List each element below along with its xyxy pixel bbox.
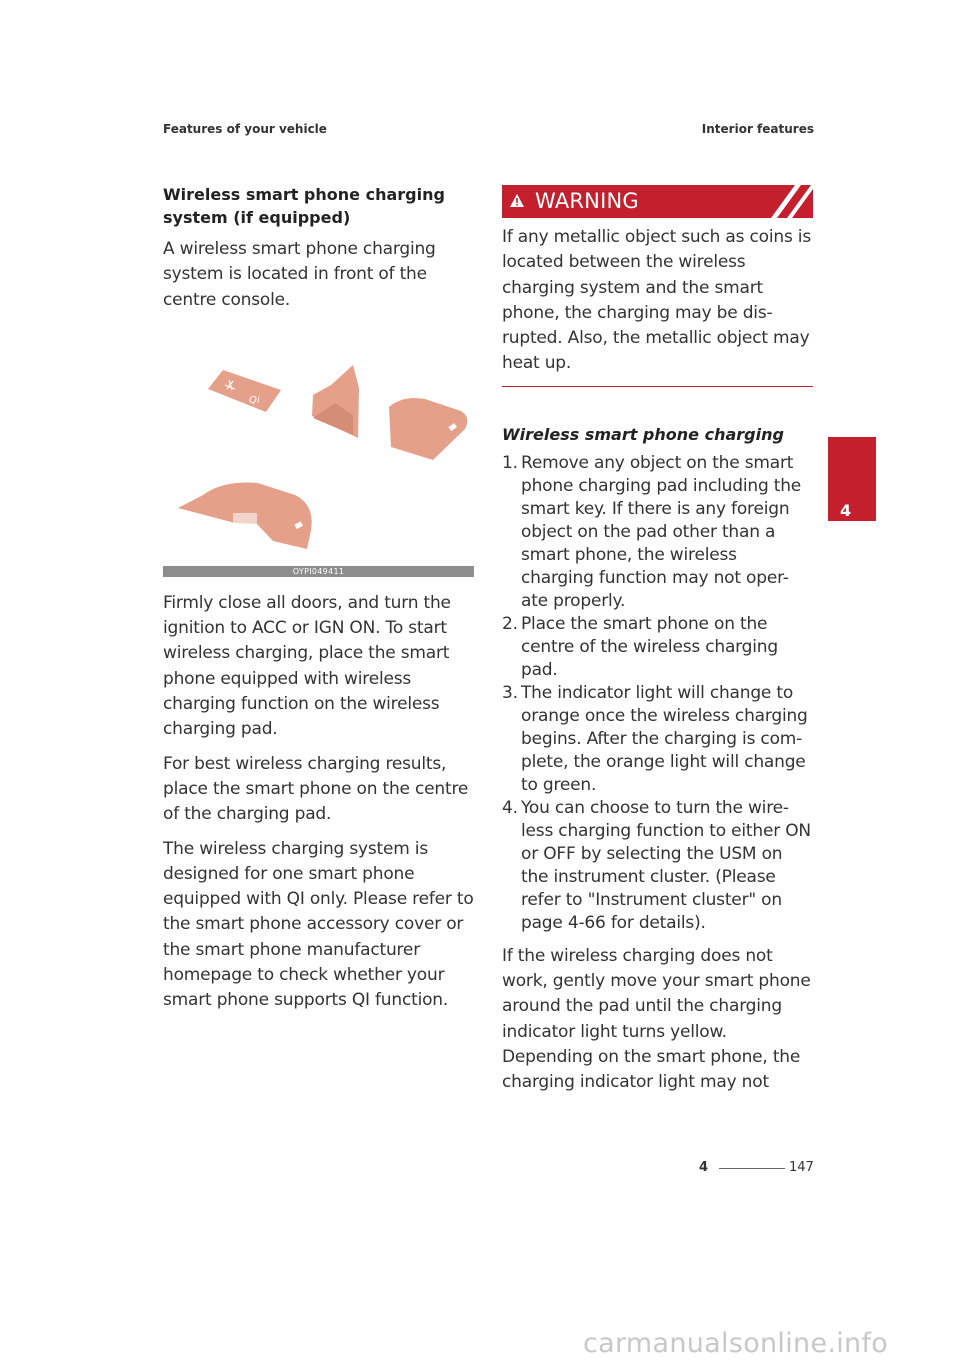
chapter-tab-number: 4 <box>840 501 852 520</box>
running-header-section: Features of your vehicle <box>163 122 327 136</box>
running-header-topic: Interior features <box>701 122 814 136</box>
intro-paragraph: A wireless smart phone charging system is located in front of the centre console. <box>163 239 436 310</box>
procedure-steps <box>502 452 814 935</box>
body-paragraph: The wireless charging system is designed for one smart phone equipped with QI only. Please refer to the smart phone accessory cover or the smart phone manufacturer homepage to check whether your smart phone supports QI function. <box>163 838 474 1011</box>
body-paragraph: Firmly close all doors, and turn the ignition to ACC or IGN ON. To start wireless charging, place the smart phone equipped with wireless charging function on the wireless charging pad. <box>163 592 451 740</box>
warning-stripes-icon <box>763 185 813 218</box>
warning-banner <box>502 185 813 218</box>
chapter-tab <box>828 437 876 521</box>
closing-paragraph: If the wireless charging does not work, gently move your smart phone around the pad until the charging indicator light turns yellow. Depending on the smart phone, the charging indicator light may not <box>502 945 811 1093</box>
list-item: 2. Place the smart phone on the centre of the wireless charging pad. <box>502 613 778 680</box>
charging-pad-illustration <box>163 325 474 577</box>
list-item: 1. Remove any object on the smart phone charging pad including the smart key. If there is any foreign object on the pad other than a smart phone, the wireless charging function may not oper-ate properly. <box>502 452 802 611</box>
list-item: 3. The indicator light will change to orange once the wireless charging begins. After the charging is com-plete, the orange light will change to green. <box>502 682 808 795</box>
footer-chapter-number: 4 <box>699 1160 709 1175</box>
figure-code: OYPI049411 <box>292 566 345 576</box>
procedure-heading: Wireless smart phone charging <box>502 424 784 444</box>
body-paragraph: For best wireless charging results, place the smart phone on the centre of the charging pad. <box>163 753 469 825</box>
console-line-drawing <box>163 325 474 577</box>
watermark: carmanualsonline.info <box>583 1328 889 1359</box>
list-item: 4. You can choose to turn the wire-less charging function to either ON or OFF by selecting the USM on the instrument cluster. (Please refer to "Instrument cluster" on page 4-66 for details). <box>502 797 811 933</box>
figure-caption-bar <box>163 566 474 577</box>
section-heading: Wireless smart phone charging system (if equipped) <box>163 185 445 227</box>
warning-title: WARNING <box>535 189 639 213</box>
footer-divider <box>719 1168 785 1169</box>
warning-triangle-icon <box>509 193 525 208</box>
right-column <box>502 185 814 1105</box>
warning-text: If any metallic object such as coins is located between the wireless charging system and the smart phone, the charging may be dis-rupted. Also, the metallic object may heat up. <box>502 227 811 374</box>
svg-text:Qi: Qi <box>249 394 260 406</box>
page-number: 147 <box>789 1160 814 1175</box>
warning-divider <box>502 386 813 387</box>
left-column <box>163 183 475 1023</box>
